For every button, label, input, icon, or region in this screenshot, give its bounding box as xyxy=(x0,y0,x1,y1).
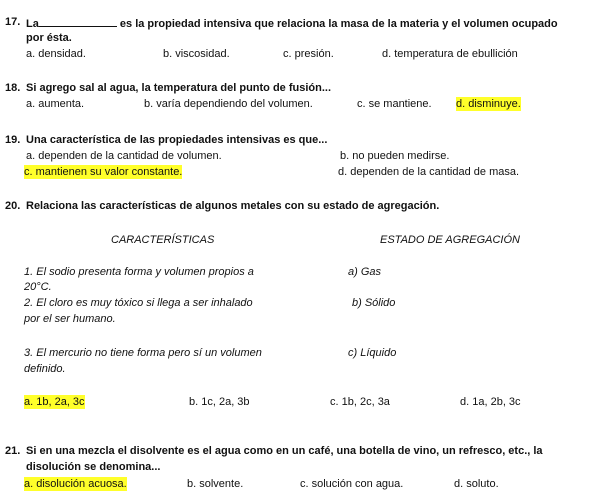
q20-item-3-line2: definido. xyxy=(24,363,66,375)
q21-option-c: c. solución con agua. xyxy=(300,478,404,490)
q19-option-d: d. dependen de la cantidad de masa. xyxy=(338,166,520,178)
q19-stem: Una característica de las propiedades intensivas es que... xyxy=(26,134,328,146)
q17-prefix: La xyxy=(26,18,39,30)
q17-option-c: c. presión. xyxy=(283,48,334,60)
q21-option-b: b. solvente. xyxy=(187,478,244,490)
q20-stem: Relaciona las características de algunos metales con su estado de agregación. xyxy=(26,200,440,212)
q20-state-c: c) Líquido xyxy=(348,347,397,359)
q21-stem-line1: Si en una mezcla el disolvente es el agua como en un café, una botella de vino, un refresco, etc., la xyxy=(26,445,543,457)
q20-item-3-line1: 3. El mercurio no tiene forma pero sí un volumen xyxy=(24,347,262,359)
q20-item-1-line2: 20°C. xyxy=(24,281,52,293)
q21-option-a-highlighted: a. disolución acuosa. xyxy=(24,478,127,490)
q18-option-d-highlighted: d. disminuye. xyxy=(456,98,521,110)
q19-option-a: a. dependen de la cantidad de volumen. xyxy=(26,150,222,162)
q17-option-a: a. densidad. xyxy=(26,48,86,60)
q20-item-1-line1: 1. El sodio presenta forma y volumen propios a xyxy=(24,266,254,278)
q17-blank xyxy=(39,15,117,27)
q18-option-a: a. aumenta. xyxy=(26,98,85,110)
q19-option-b: b. no pueden medirse. xyxy=(340,150,450,162)
q20-column-state: ESTADO DE AGREGACIÓN xyxy=(380,234,520,246)
q20-option-a-highlighted: a. 1b, 2a, 3c xyxy=(24,396,85,408)
q21-stem-line2: disolución se denomina... xyxy=(26,461,161,473)
q17-rest: es la propiedad intensiva que relaciona la masa de la materia y el volumen ocupado xyxy=(116,18,558,30)
q20-state-b: b) Sólido xyxy=(352,297,396,309)
q18-option-c: c. se mantiene. xyxy=(357,98,432,110)
q17-stem-line2: por ésta. xyxy=(26,32,72,44)
q17-number: 17. xyxy=(5,16,21,28)
q17-option-d: d. temperatura de ebullición xyxy=(382,48,518,60)
q20-item-2-line1: 2. El cloro es muy tóxico si llega a ser inhalado xyxy=(24,297,253,309)
q20-option-c: c. 1b, 2c, 3a xyxy=(330,396,390,408)
q20-option-b: b. 1c, 2a, 3b xyxy=(189,396,250,408)
q20-option-d: d. 1a, 2b, 3c xyxy=(460,396,521,408)
q20-state-a: a) Gas xyxy=(348,266,382,278)
q20-column-characteristics: CARACTERÍSTICAS xyxy=(111,234,215,246)
q19-option-c-highlighted: c. mantienen su valor constante. xyxy=(24,166,183,178)
q17-stem xyxy=(26,15,558,31)
q20-item-2-line2: por el ser humano. xyxy=(24,313,116,325)
q18-option-b: b. varía dependiendo del volumen. xyxy=(144,98,313,110)
q21-option-d: d. soluto. xyxy=(454,478,499,490)
q18-number: 18. xyxy=(5,82,21,94)
q19-number: 19. xyxy=(5,134,21,146)
q17-option-b: b. viscosidad. xyxy=(163,48,230,60)
q20-number: 20. xyxy=(5,200,21,212)
q21-number: 21. xyxy=(5,445,21,457)
q18-stem: Si agrego sal al agua, la temperatura del punto de fusión... xyxy=(26,82,332,94)
